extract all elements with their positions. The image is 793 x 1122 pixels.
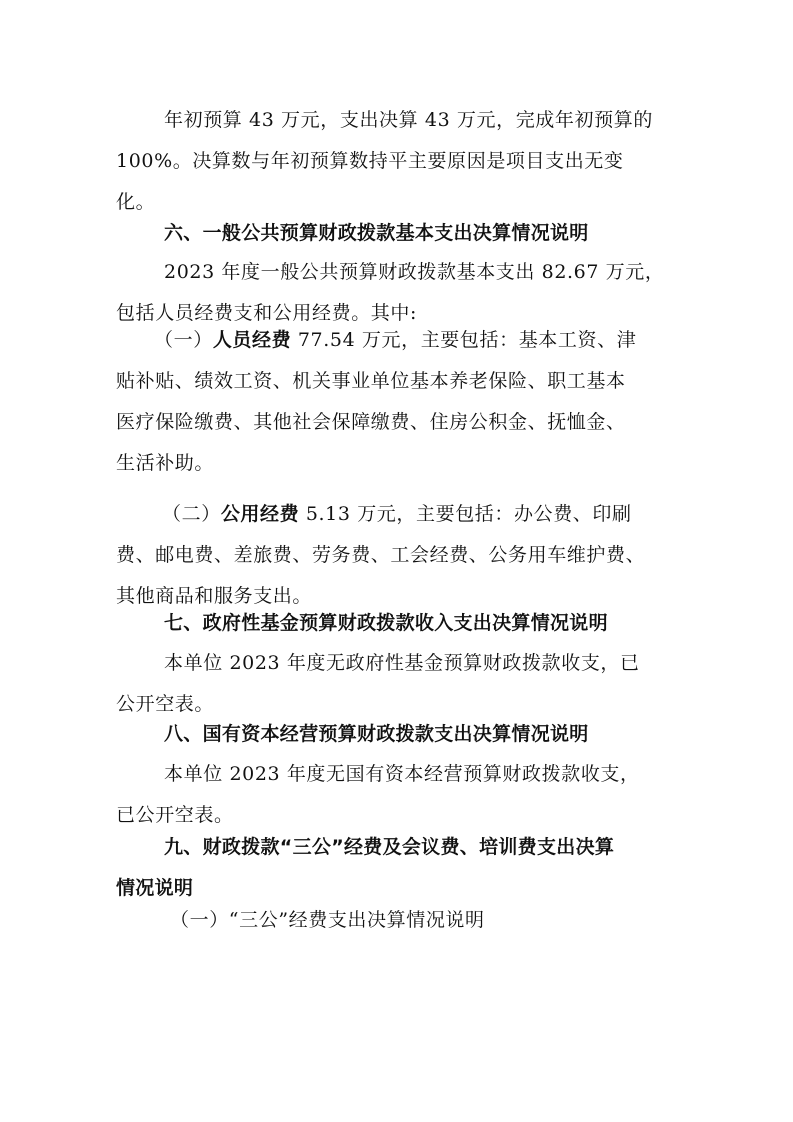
item-number: （二）	[162, 503, 221, 525]
paragraph-public-costs	[116, 494, 678, 617]
paragraph-line: 包括人员经费支和公用经费。其中:	[116, 302, 418, 324]
paragraph-line: 生活补助。	[116, 452, 215, 474]
paragraph-line: 其他商品和服务支出。	[116, 585, 313, 607]
paragraph-line	[116, 494, 678, 535]
heading-line: 情况说明	[116, 877, 194, 899]
section-heading-8: 八、国有资本经营预算财政拨款支出决算情况说明	[164, 723, 589, 745]
paragraph-line: 年初预算 43 万元，支出决算 43 万元，完成年初预算的	[164, 109, 653, 131]
section-heading-7: 七、政府性基金预算财政拨款收入支出决算情况说明	[164, 612, 608, 634]
paragraph-government-fund	[116, 643, 678, 725]
heading-line: 九、财政拨款“三公”经费及会议费、培训费支出决算	[164, 836, 615, 858]
paragraph-line: 已公开空表。	[116, 804, 234, 826]
section-heading-6: 六、一般公共预算财政拨款基本支出决算情况说明	[164, 222, 589, 244]
section-heading-9	[116, 827, 678, 909]
item-text: 77.54 万元，主要包括：基本工资、津	[291, 329, 637, 351]
paragraph-line: 贴补贴、绩效工资、机关事业单位基本养老保险、职工基本	[116, 370, 626, 392]
paragraph-line: 本单位 2023 年度无政府性基金预算财政拨款收支，已	[164, 652, 640, 674]
paragraph-line: 2023 年度一般公共预算财政拨款基本支出 82.67 万元，	[164, 261, 665, 283]
item-title-bold: 公用经费	[220, 503, 300, 525]
item-text: 5.13 万元，主要包括：办公费、印刷	[299, 503, 632, 525]
paragraph-line: 化。	[116, 191, 156, 213]
item-number: （一）	[154, 329, 213, 351]
subsection-heading-three-public: （一）“三公”经费支出决算情况说明	[170, 909, 485, 931]
paragraph-line: 费、邮电费、差旅费、劳务费、工会经费、公务用车维护费、	[116, 544, 646, 566]
paragraph-line: 100%。决算数与年初预算数持平主要原因是项目支出无变	[116, 150, 624, 172]
paragraph-budget-completion	[116, 100, 678, 223]
paragraph-personnel-costs	[116, 320, 678, 484]
paragraph-line: 公开空表。	[116, 693, 215, 715]
paragraph-line: 本单位 2023 年度无国有资本经营预算财政拨款收支，	[164, 763, 640, 785]
paragraph-line: 医疗保险缴费、其他社会保障缴费、住房公积金、抚恤金、	[116, 411, 626, 433]
paragraph-state-capital	[116, 754, 678, 836]
paragraph-line	[116, 320, 678, 361]
item-title-bold: 人员经费	[212, 329, 292, 351]
